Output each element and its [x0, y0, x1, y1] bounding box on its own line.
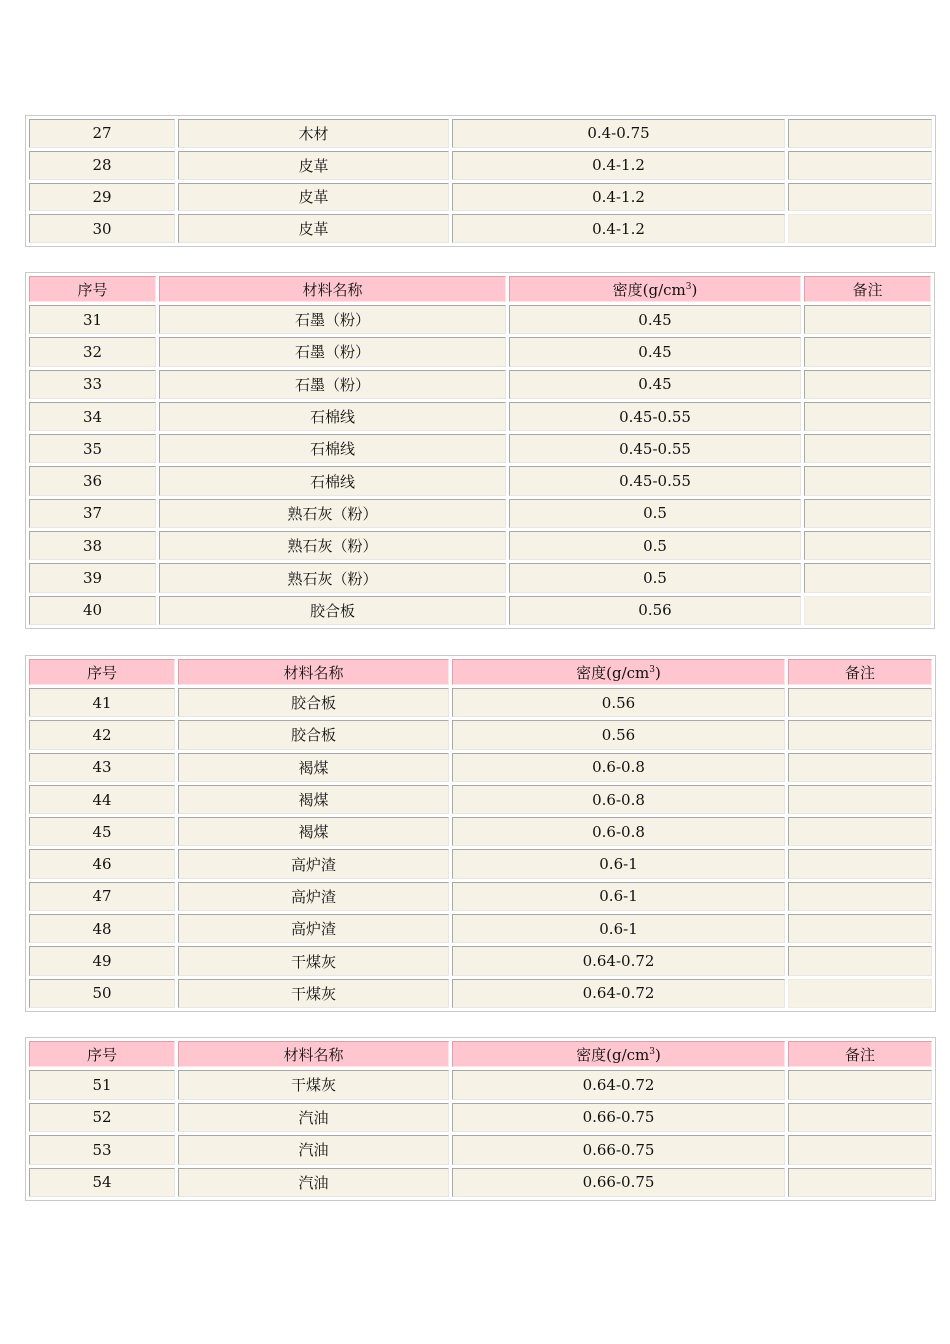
density-cell: 0.4-1.2	[452, 151, 785, 180]
seq-cell: 45	[29, 817, 175, 846]
density-cell: 0.56	[452, 688, 785, 717]
table-row	[29, 531, 931, 560]
density-cell: 0.64-0.72	[452, 1070, 785, 1100]
table-row	[29, 183, 932, 212]
seq-cell: 50	[29, 979, 175, 1008]
table-row	[29, 882, 932, 911]
material-name-cell: 石墨（粉）	[159, 370, 506, 399]
density-header-sup: 3	[649, 1046, 655, 1057]
density-header	[509, 276, 801, 302]
note-cell	[788, 817, 932, 846]
density-cell: 0.4-1.2	[452, 214, 785, 243]
table-body	[29, 1070, 932, 1197]
density-cell: 0.6-0.8	[452, 817, 785, 846]
table-row	[29, 563, 931, 592]
note-cell	[804, 596, 931, 625]
table-row	[29, 753, 932, 782]
material-name-cell: 高炉渣	[178, 849, 449, 878]
density-cell: 0.45	[509, 370, 801, 399]
note-cell	[788, 753, 932, 782]
seq-cell: 44	[29, 785, 175, 814]
density-header-sup: 3	[685, 281, 692, 292]
seq-cell: 51	[29, 1070, 175, 1100]
table-row	[29, 1168, 932, 1198]
note-cell	[804, 531, 931, 560]
note-cell	[804, 402, 931, 431]
density-header-close: )	[691, 280, 698, 299]
density-cell: 0.66-0.75	[452, 1168, 785, 1198]
note-cell	[788, 914, 932, 943]
density-header-close: )	[655, 1045, 661, 1064]
table-body	[29, 119, 932, 243]
seq-cell: 49	[29, 946, 175, 975]
table-row	[29, 402, 931, 431]
note-header: 备注	[788, 1041, 932, 1067]
density-cell: 0.6-0.8	[452, 785, 785, 814]
seq-cell: 31	[29, 305, 156, 334]
note-header: 备注	[804, 276, 931, 302]
note-cell	[804, 434, 931, 463]
table-row	[29, 914, 932, 943]
note-cell	[804, 466, 931, 495]
density-table-1	[25, 115, 936, 247]
table-header	[29, 659, 932, 685]
seq-cell: 41	[29, 688, 175, 717]
material-name-cell: 高炉渣	[178, 914, 449, 943]
table-row	[29, 946, 932, 975]
note-cell	[804, 499, 931, 528]
seq-cell: 36	[29, 466, 156, 495]
seq-cell: 54	[29, 1168, 175, 1198]
note-cell	[804, 370, 931, 399]
table-row	[29, 305, 931, 334]
material-name-cell: 胶合板	[178, 720, 449, 749]
note-cell	[804, 337, 931, 366]
table-row	[29, 119, 932, 148]
material-name-cell: 石棉线	[159, 466, 506, 495]
density-cell: 0.64-0.72	[452, 946, 785, 975]
material-name-cell: 干煤灰	[178, 1070, 449, 1100]
material-name-cell: 褐煤	[178, 753, 449, 782]
density-table-2	[25, 272, 935, 629]
material-name-header: 材料名称	[178, 1041, 449, 1067]
seq-cell: 30	[29, 214, 175, 243]
material-name-cell: 汽油	[178, 1168, 449, 1198]
seq-cell: 27	[29, 119, 175, 148]
density-cell: 0.56	[452, 720, 785, 749]
seq-cell: 33	[29, 370, 156, 399]
table-header	[29, 276, 931, 302]
material-name-cell: 褐煤	[178, 817, 449, 846]
density-cell: 0.56	[509, 596, 801, 625]
table-body	[29, 305, 931, 625]
table-row	[29, 849, 932, 878]
density-cell: 0.64-0.72	[452, 979, 785, 1008]
seq-cell: 47	[29, 882, 175, 911]
seq-header: 序号	[29, 1041, 175, 1067]
density-cell: 0.6-1	[452, 882, 785, 911]
note-cell	[804, 305, 931, 334]
seq-cell: 38	[29, 531, 156, 560]
note-cell	[788, 720, 932, 749]
note-cell	[788, 688, 932, 717]
density-cell: 0.45	[509, 337, 801, 366]
seq-cell: 34	[29, 402, 156, 431]
material-name-cell: 石棉线	[159, 434, 506, 463]
note-cell	[788, 946, 932, 975]
header-row	[29, 659, 932, 685]
table-row	[29, 979, 932, 1008]
table-row	[29, 337, 931, 366]
density-cell: 0.5	[509, 499, 801, 528]
seq-cell: 32	[29, 337, 156, 366]
table-row	[29, 1135, 932, 1165]
table-row	[29, 720, 932, 749]
density-cell: 0.6-1	[452, 849, 785, 878]
seq-header: 序号	[29, 659, 175, 685]
material-name-cell: 石棉线	[159, 402, 506, 431]
note-cell	[788, 1070, 932, 1100]
table-row	[29, 596, 931, 625]
table-row	[29, 817, 932, 846]
note-cell	[788, 183, 932, 212]
density-table-3	[25, 655, 936, 1012]
table-row	[29, 688, 932, 717]
seq-header: 序号	[29, 276, 156, 302]
density-cell: 0.66-0.75	[452, 1135, 785, 1165]
material-name-cell: 石墨（粉）	[159, 337, 506, 366]
material-name-cell: 干煤灰	[178, 979, 449, 1008]
material-name-cell: 胶合板	[178, 688, 449, 717]
seq-cell: 53	[29, 1135, 175, 1165]
material-name-cell: 熟石灰（粉）	[159, 563, 506, 592]
note-cell	[788, 151, 932, 180]
note-cell	[788, 979, 932, 1008]
note-cell	[788, 214, 932, 243]
note-cell	[788, 1135, 932, 1165]
material-name-cell: 熟石灰（粉）	[159, 531, 506, 560]
material-name-cell: 皮革	[178, 183, 449, 212]
density-cell: 0.66-0.75	[452, 1103, 785, 1133]
seq-cell: 42	[29, 720, 175, 749]
density-header-label: 密度(g/cm	[576, 663, 650, 682]
material-name-header: 材料名称	[159, 276, 506, 302]
table-row	[29, 151, 932, 180]
density-header	[452, 1041, 785, 1067]
density-table-4	[25, 1037, 936, 1201]
material-name-cell: 汽油	[178, 1135, 449, 1165]
note-cell	[788, 119, 932, 148]
table-row	[29, 785, 932, 814]
material-name-header: 材料名称	[178, 659, 449, 685]
seq-cell: 35	[29, 434, 156, 463]
density-header-close: )	[655, 663, 661, 682]
seq-cell: 37	[29, 499, 156, 528]
material-name-cell: 胶合板	[159, 596, 506, 625]
table-header	[29, 1041, 932, 1067]
density-cell: 0.4-1.2	[452, 183, 785, 212]
material-name-cell: 皮革	[178, 151, 449, 180]
header-row	[29, 1041, 932, 1067]
density-header	[452, 659, 785, 685]
note-cell	[804, 563, 931, 592]
table-row	[29, 466, 931, 495]
seq-cell: 48	[29, 914, 175, 943]
material-name-cell: 皮革	[178, 214, 449, 243]
material-name-cell: 高炉渣	[178, 882, 449, 911]
table-row	[29, 499, 931, 528]
table-body	[29, 688, 932, 1008]
note-cell	[788, 882, 932, 911]
density-header-sup: 3	[649, 664, 655, 675]
density-cell: 0.45-0.55	[509, 466, 801, 495]
density-cell: 0.6-1	[452, 914, 785, 943]
header-row	[29, 276, 931, 302]
material-name-cell: 木材	[178, 119, 449, 148]
table-row	[29, 434, 931, 463]
note-header: 备注	[788, 659, 932, 685]
seq-cell: 40	[29, 596, 156, 625]
note-cell	[788, 849, 932, 878]
table-row	[29, 370, 931, 399]
seq-cell: 39	[29, 563, 156, 592]
note-cell	[788, 785, 932, 814]
note-cell	[788, 1103, 932, 1133]
density-cell: 0.4-0.75	[452, 119, 785, 148]
material-name-cell: 石墨（粉）	[159, 305, 506, 334]
density-cell: 0.45	[509, 305, 801, 334]
seq-cell: 46	[29, 849, 175, 878]
density-cell: 0.5	[509, 563, 801, 592]
density-header-label: 密度(g/cm	[612, 280, 686, 299]
material-name-cell: 干煤灰	[178, 946, 449, 975]
density-cell: 0.45-0.55	[509, 434, 801, 463]
density-cell: 0.6-0.8	[452, 753, 785, 782]
seq-cell: 29	[29, 183, 175, 212]
table-row	[29, 214, 932, 243]
material-name-cell: 褐煤	[178, 785, 449, 814]
seq-cell: 28	[29, 151, 175, 180]
seq-cell: 43	[29, 753, 175, 782]
table-row	[29, 1070, 932, 1100]
table-row	[29, 1103, 932, 1133]
seq-cell: 52	[29, 1103, 175, 1133]
material-name-cell: 汽油	[178, 1103, 449, 1133]
density-cell: 0.45-0.55	[509, 402, 801, 431]
material-name-cell: 熟石灰（粉）	[159, 499, 506, 528]
density-header-label: 密度(g/cm	[576, 1045, 650, 1064]
density-cell: 0.5	[509, 531, 801, 560]
note-cell	[788, 1168, 932, 1198]
